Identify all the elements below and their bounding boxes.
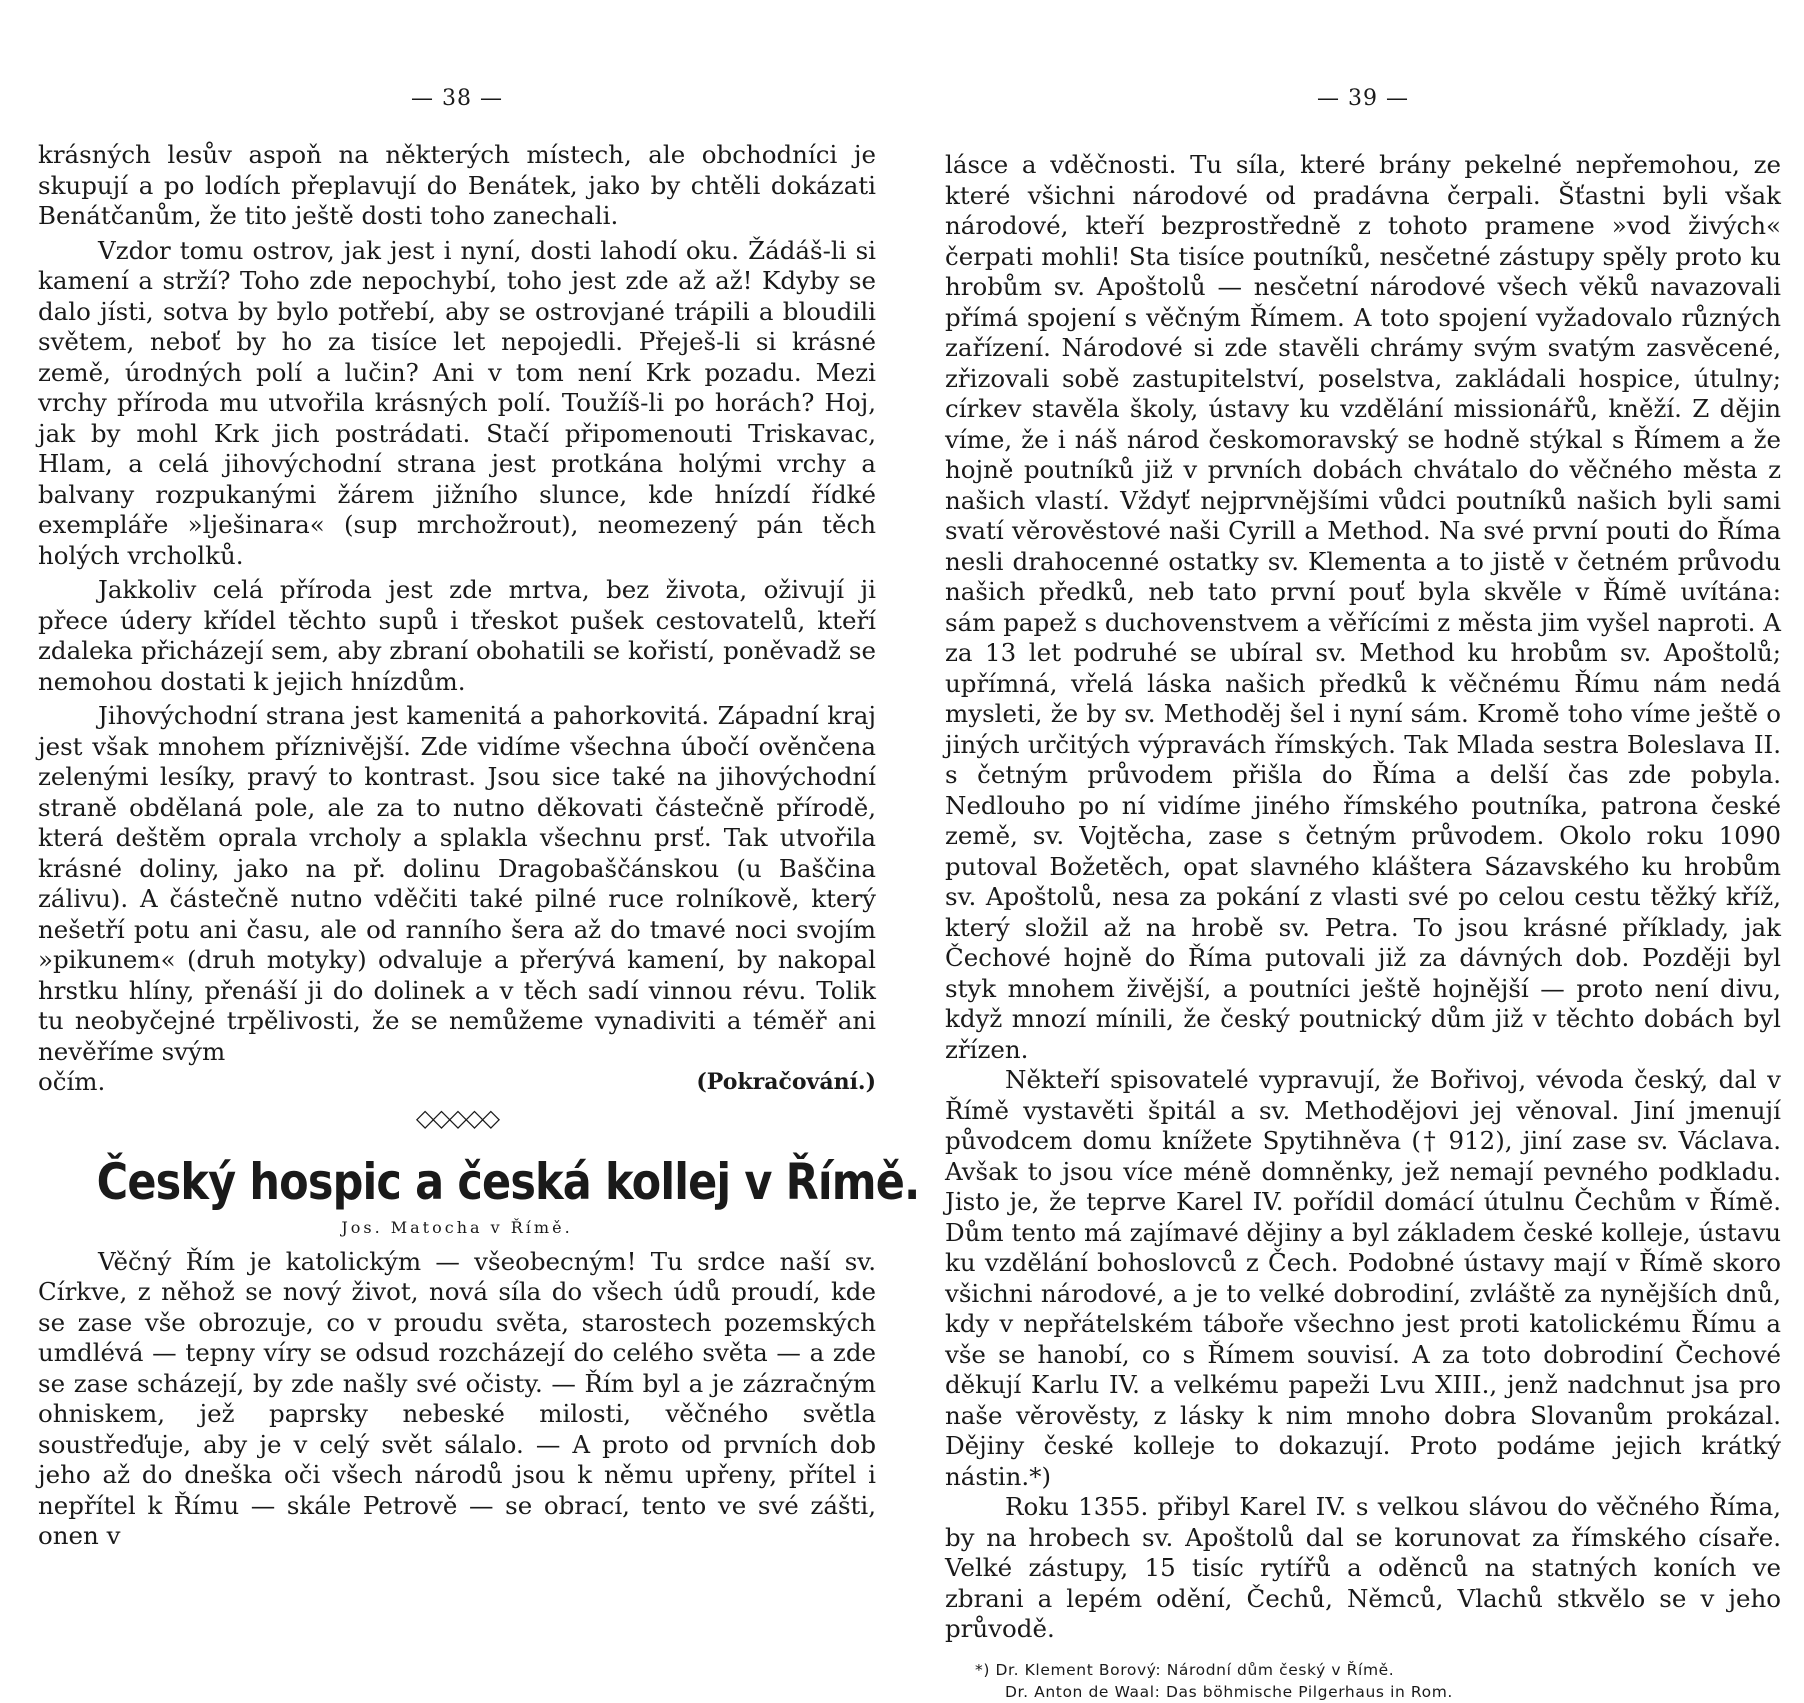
right-page-text	[945, 150, 1781, 1703]
paragraph: Vzdor tomu ostrov, jak jest i nyní, dosti lahodí oku. Žádáš-li si kamení a strží? Toho zde nepochybí, toho jest zde až až! Kdyby se dalo jísti, sotva by bylo potřebí, aby se ostrovjané trápili a bloudili světem, neboť by ho za tisíce let nepojedli. Přeješ-li si krásné země, úrodných polí a lučin? Ani v tom není Krk pozadu. Mezi vrchy příroda mu utvořila krásných polí. Toužíš-li po horách? Hoj, jak by mohl Krk jich postrádati. Stačí připomenouti Triskavac, Hlam, a celá jihovýchodní strana jest protkána holými vrchy a balvany rozpukanými žárem jižního slunce, kde hnízdí řídké exempláře »lješinara« (sup mrchožrout), neomezený pán těch holých vrcholků.	[38, 235, 876, 570]
section-ornament: ◇◇◇◇◇	[415, 1103, 499, 1132]
left-page	[38, 0, 920, 1550]
footnote: *) Dr. Klement Borový: Národní dům český v Římě.	[975, 1660, 1395, 1679]
page-number-right: — 39 —	[1317, 86, 1409, 111]
paragraph: Věčný Řím je katolickým — všeobecným! Tu srdce naší sv. Církve, z něhož se nový život, nová síla do všech údů proudí, kde se zase vše obrozuje, co v proudu světa, starostech pozemských umdlévá — tepny víry se odsud rozcházejí do celého světa — a zde se zase scházejí, by zde našly své očisty. — Řím byl a je zázračným ohniskem, jež paprsky nebeské milosti, věčného světla soustřeďuje, aby je v celý svět sálalo. — A proto od prvních dob jeho až do dneška oči všech národů jsou k němu upřeny, přítel i nepřítel k Římu — skále Petrově — se obrací, tento ve své zášti, onen v	[38, 1246, 876, 1550]
right-page	[945, 0, 1781, 1701]
left-page-text	[38, 140, 920, 1556]
paragraph: Jakkoliv celá příroda jest zde mrtva, bez života, oživují ji přece údery křídel těchto supů i třeskot pušek cestovatelů, kteří zdaleka přicházejí sem, aby zbraní obohatili se kořistí, poněvadž se nemohou dostati k jejich hnízdům.	[38, 575, 876, 696]
paragraph: lásce a vděčnosti. Tu síla, které brány pekelné nepřemohou, ze které všichni národové od pradávna čerpali. Šťastni byli však národové, kteří bezprostředně z tohoto pramene »vod živých« čerpati mohli! Sta tisíce poutníků, nesčetné zástupy spěly proto ku hrobům sv. Apoštolů — nesčetní národové všech věků navazovali přímá spojení s věčným Římem. A toto spojení vyžadovalo různých zařízení. Národové si zde stavěli chrámy svým svatým zasvěcené, zřizovali sobě zastupitelství, poselstva, zakládali hospice, útulny; církev stavěla školy, ústavy ku vzdělání missionářů, kněží. Z dějin víme, že i náš národ českomoravský se hodně stýkal s Římem a že hojně poutníků již v prvních dobách chvátalo do věčného města z našich vlastí. Vždyť nejprvnějšími vůdci poutníků našich byli sami svatí věrověstové naši Cyrill a Method. Na své první pouti do Říma nesli drahocenné ostatky sv. Klementa a to jistě v četném průvodu našich předků, neb tato první pouť byla skvěle v Římě uvítána: sám papež s duchovenstvem a věřícími z města jim vyšel naproti. A za 13 let podruhé se ubíral sv. Method ku hrobům sv. Apoštolů; upřímná, vřelá láska našich předků k věčnému Římu nám nedá mysleti, že by sv. Methoděj šel i nyní sám. Kromě toho víme ještě o jiných určitých výpravách římských. Tak Mlada sestra Boleslava II. s četným průvodem přišla do Říma a delší čas zde pobyla. Nedlouho po ní vidíme jiného římského poutníka, patrona české země, sv. Vojtěcha, zase s četným průvodem. Okolo roku 1090 putoval Božetěch, opat slavného kláštera Sázavského ku hrobům sv. Apoštolů, nesa za pokání z vlasti své po celou cestu těžký kříž, který složil až na hrobě sv. Petra. To jsou krásné příklady, jak Čechové hojně do Říma putovali již za dávných dob. Později byl styk mnohem živější, a poutníci ještě hojnější — proto není divu, když mnozí mínili, že český poutnický dům již v těchto dobách byl zřízen.	[945, 150, 1781, 1064]
paragraph: Roku 1355. přibyl Karel IV. s velkou slávou do věčného Říma, by na hrobech sv. Apoštolů dal se korunovat za římského císaře. Velké zástupy, 15 tisíc rytířů a oděnců na statných koních ve zbrani a lepém odění, Čechů, Němců, Vlachů stkvělo se v jeho průvodě.	[945, 1492, 1781, 1643]
paragraph: krásných lesův aspoň na některých místech, ale obchodníci je skupují a po lodích přeplavují do Benátek, jako by chtěli dokázati Benátčanům, že tito ještě dosti toho zanechali.	[38, 140, 876, 230]
footnote: Dr. Anton de Waal: Das böhmische Pilgerhaus in Rom.	[1005, 1682, 1453, 1701]
continuation-line	[38, 1067, 876, 1098]
paragraph: Někteří spisovatelé vypravují, že Bořivoj, vévoda český, dal v Římě vystavěti špitál a sv. Methodějovi jej věnoval. Jiní jmenují původcem domu knížete Spytihněva († 912), jiní zase sv. Václava. Avšak to jsou více méně domněnky, jež nemají pevného podkladu. Jisto je, že teprve Karel IV. pořídil domácí útulnu Čechům v Římě. Dům tento má zajímavé dějiny a byl základem české kolleje, ústavu ku vzdělání bohoslovců z Čech. Podobné ústavy mají v Římě skoro všichni národové, a je to velké dobrodiní, zvláště za nynějších dnů, kdy v nepřátelském táboře všechno jest proti katolickému Římu a vše se hanobí, co s Římem souvisí. A za toto dobrodiní Čechové děkují Karlu IV. a velkému papeži Lvu XIII., jenž nadchnut jsa pro naše věrověsty, z lásky k nim mnoho dobra Slovanům prokázal. Dějiny české kolleje to dokazují. Proto podáme jejich krátký nástin.*)	[945, 1065, 1781, 1491]
last-word: očím.	[38, 1067, 106, 1096]
page-number-left: — 38 —	[411, 86, 503, 111]
continuation-note: (Pokračování.)	[696, 1069, 876, 1095]
footnotes	[945, 1659, 1781, 1703]
paragraph: Jihovýchodní strana jest kamenitá a pahorkovitá. Západní kraj jest však mnohem příznivější. Zde vidíme všechna úbočí ověnčena zelenými lesíky, pravý to kontrast. Jsou sice také na jihovýchodní straně obdělaná pole, ale za to nutno děkovati částečně přírodě, která deštěm oprala vrcholy a splakla všechnu prsť. Tak utvořila krásné doliny, jako na př. dolinu Dragobaščánskou (u Baščina zálivu). A částečně nutno vděčiti také pilné ruce rolníkově, který nešetří potu ani času, ale od ranního šera až do tmavé noci svojím »pikunem« (druh motyky) odvaluje a přerývá kamení, by nakopal hrstku hlíny, přenáší ji do dolinek a v těch sadí vinnou révu. Tolik tu neobyčejné trpělivosti, že se nemůžeme vynadiviti a téměř ani nevěříme svým	[38, 701, 876, 1066]
article-byline: Jos. Matocha v Římě.	[341, 1217, 573, 1237]
article-title: Český hospic a česká kollej v Římě.	[96, 1152, 920, 1211]
